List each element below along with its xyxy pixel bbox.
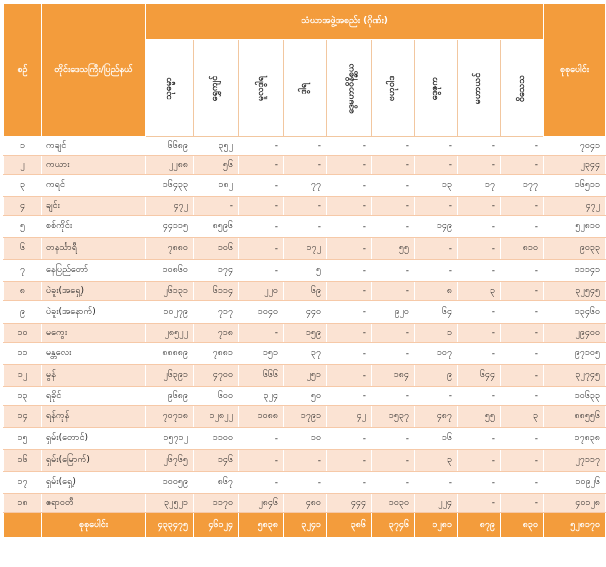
row-value: - xyxy=(372,156,415,175)
row-value: ၂၈၅၂၂ xyxy=(146,324,194,343)
row-value: ၁၈၄ xyxy=(372,365,415,387)
header-sect-label: ဝိသေသ xyxy=(516,74,527,102)
row-value: ၂၂၈၈ xyxy=(146,156,194,175)
row-no: ၁၁ xyxy=(4,343,42,365)
row-value: ၂၂၄ xyxy=(415,494,458,513)
row-value: ၆၉ xyxy=(284,282,327,301)
row-no: ၁၂ xyxy=(4,365,42,387)
row-value: - xyxy=(239,197,284,216)
row-value: ၁၀၆ xyxy=(194,238,239,260)
row-region: ရှမ်း(ရှေ့) xyxy=(42,472,146,494)
row-value: - xyxy=(239,450,284,472)
row-value: - xyxy=(458,324,501,343)
row-value: ၃၂၄ xyxy=(239,387,284,406)
row-value: - xyxy=(284,472,327,494)
row-value: - xyxy=(372,428,415,450)
table-row xyxy=(4,387,606,406)
row-value: ၃၇ xyxy=(284,343,327,365)
row-region: ကရင် xyxy=(42,175,146,197)
row-value: - xyxy=(501,494,544,513)
row-value: ၁၀ xyxy=(284,428,327,450)
totals-row xyxy=(4,513,606,538)
row-no: ၁ xyxy=(4,137,42,156)
row-value: - xyxy=(372,387,415,406)
row-total: ၉၇၁၀၅ xyxy=(544,343,606,365)
row-value: ၉၆၈၉ xyxy=(146,387,194,406)
row-value: - xyxy=(458,450,501,472)
row-value: ၁၀၃၀ xyxy=(372,494,415,513)
row-value: - xyxy=(372,450,415,472)
row-value: - xyxy=(327,156,372,175)
row-no: ၂ xyxy=(4,156,42,175)
row-no: ၁၆ xyxy=(4,450,42,472)
row-value: - xyxy=(372,137,415,156)
row-value: ၂၅၁ xyxy=(284,365,327,387)
row-value: - xyxy=(372,216,415,238)
row-value: ၁၈၂ xyxy=(194,175,239,197)
row-no: ၁၅ xyxy=(4,428,42,450)
row-value: ၁၇ xyxy=(458,175,501,197)
row-no: ၁၈ xyxy=(4,494,42,513)
row-no: ၁၇ xyxy=(4,472,42,494)
row-value: - xyxy=(239,260,284,282)
row-value: ၄၇၂ xyxy=(146,197,194,216)
row-value: ၁၇၉၁ xyxy=(284,406,327,428)
table-row xyxy=(4,324,606,343)
row-no: ၆ xyxy=(4,238,42,260)
row-value: ၁၀၄၀ xyxy=(239,301,284,324)
row-value: ၄၈၇ xyxy=(415,406,458,428)
header-sect xyxy=(327,40,372,137)
row-no: ၁၀ xyxy=(4,324,42,343)
row-value: - xyxy=(458,428,501,450)
statistics-table xyxy=(3,3,606,538)
row-region: မွန် xyxy=(42,365,146,387)
row-value: - xyxy=(239,238,284,260)
row-value: - xyxy=(327,137,372,156)
row-value: - xyxy=(327,324,372,343)
row-region: ရှမ်း(တောင်) xyxy=(42,428,146,450)
row-value: - xyxy=(458,216,501,238)
table-row xyxy=(4,450,606,472)
row-region: စစ်ကိုင်း xyxy=(42,216,146,238)
row-value: - xyxy=(372,472,415,494)
row-value: ၁၅၁ xyxy=(239,343,284,365)
row-value: - xyxy=(415,260,458,282)
row-value: ၂၂၀ xyxy=(239,282,284,301)
row-value: ၁၇၄ xyxy=(194,260,239,282)
row-value: - xyxy=(501,216,544,238)
row-value: ၄၈၀ xyxy=(284,494,327,513)
row-value: - xyxy=(239,137,284,156)
row-value: ၈၆၇ xyxy=(194,472,239,494)
table-row xyxy=(4,472,606,494)
row-value: ၇၈၈၁ xyxy=(194,343,239,365)
row-value: ၈ xyxy=(415,282,458,301)
row-value: - xyxy=(327,301,372,324)
row-value: - xyxy=(501,324,544,343)
row-value: - xyxy=(327,238,372,260)
row-value: - xyxy=(458,238,501,260)
row-value: ၁၇၂ xyxy=(284,238,327,260)
row-value: ၁၂၈၂၂ xyxy=(194,406,239,428)
row-total: ၁၃၄၆၀ xyxy=(544,301,606,324)
row-value: - xyxy=(284,216,327,238)
row-value: ၆၆၆ xyxy=(239,365,284,387)
row-value: - xyxy=(501,387,544,406)
row-value: - xyxy=(458,137,501,156)
row-value: - xyxy=(327,175,372,197)
totals-value: ၁၂၈၁ xyxy=(415,513,458,538)
row-value: - xyxy=(239,175,284,197)
row-value: - xyxy=(501,365,544,387)
row-value: ၅၀ xyxy=(284,387,327,406)
row-region: ရှမ်း(မြောက်) xyxy=(42,450,146,472)
row-value: ၃ xyxy=(501,406,544,428)
row-value: ၄၄၀ xyxy=(284,301,327,324)
row-value: - xyxy=(327,343,372,365)
row-value: - xyxy=(327,282,372,301)
row-no: ၄ xyxy=(4,197,42,216)
header-sect-label: သုဓမ္မာ xyxy=(163,76,174,100)
row-value: ၆၄၄ xyxy=(458,365,501,387)
row-value: - xyxy=(327,260,372,282)
row-region: ပဲခူး(အနောက်) xyxy=(42,301,146,324)
row-value: - xyxy=(372,324,415,343)
table-row xyxy=(4,406,606,428)
row-value: ၁၀၇ xyxy=(415,343,458,365)
totals-blank xyxy=(4,513,42,538)
row-value: - xyxy=(284,137,327,156)
row-value: ၆၀၀ xyxy=(194,387,239,406)
row-region: ချင်း xyxy=(42,197,146,216)
header-region: တိုင်းဒေသကြီး/ပြည်နယ် xyxy=(42,4,146,137)
row-value: - xyxy=(327,197,372,216)
row-region: ကချင် xyxy=(42,137,146,156)
totals-value: ၄၃၃၄၇၅ xyxy=(146,513,194,538)
row-value: ၈၅၉၆ xyxy=(194,216,239,238)
row-total: ၉၀၃၃ xyxy=(544,238,606,260)
row-no: ၈ xyxy=(4,282,42,301)
row-value: - xyxy=(372,197,415,216)
table-row xyxy=(4,238,606,260)
row-value: ၇၁၈ xyxy=(194,324,239,343)
row-value: ၃ xyxy=(458,282,501,301)
row-value: - xyxy=(501,428,544,450)
row-total: ၇၀၄၁ xyxy=(544,137,606,156)
row-total: ၁၁၁၄၁ xyxy=(544,260,606,282)
header-sect-label: ဒွေမဟာဝိနိစ္ဆယ xyxy=(346,62,357,114)
table-row xyxy=(4,137,606,156)
row-value: - xyxy=(327,365,372,387)
totals-value: ၈၇၉ xyxy=(458,513,501,538)
row-value: - xyxy=(458,387,501,406)
totals-label: စုစုပေါင်း xyxy=(42,513,146,538)
row-total: ၄၇၂ xyxy=(544,197,606,216)
row-value: - xyxy=(415,156,458,175)
row-value: ၇၁၇ xyxy=(194,301,239,324)
table-row xyxy=(4,197,606,216)
row-value: - xyxy=(501,156,544,175)
row-value: - xyxy=(415,472,458,494)
header-sect xyxy=(458,40,501,137)
row-value: ၂၆၃၉၁ xyxy=(146,365,194,387)
totals-value: ၃၈၆ xyxy=(327,513,372,538)
header-sect-label: မဟာယင် xyxy=(473,72,484,104)
row-value: ၅၆ xyxy=(194,156,239,175)
row-value: - xyxy=(501,343,544,365)
row-value: - xyxy=(415,387,458,406)
row-value: - xyxy=(501,301,544,324)
table-row xyxy=(4,156,606,175)
row-region: မကွေး xyxy=(42,324,146,343)
header-sect xyxy=(284,40,327,137)
row-value: ၁ xyxy=(415,324,458,343)
row-no: ၉ xyxy=(4,301,42,324)
totals-value: ၅၈၃၈ xyxy=(239,513,284,538)
row-value: - xyxy=(458,343,501,365)
row-value: ၁၀၀၅၉ xyxy=(146,472,194,494)
row-region: တနင်္သာရီ xyxy=(42,238,146,260)
row-value: ၇၈၈၀ xyxy=(146,238,194,260)
row-region: မန္တလေး xyxy=(42,343,146,365)
row-total: ၅၂၈၁၀ xyxy=(544,216,606,238)
row-value: ၁၄၆ xyxy=(194,450,239,472)
row-total: ၃၂၅၄၅ xyxy=(544,282,606,301)
row-value: - xyxy=(327,428,372,450)
row-value: ၂၈၄၆ xyxy=(239,494,284,513)
row-value: - xyxy=(327,216,372,238)
row-value: - xyxy=(458,197,501,216)
header-sect-group: သံဃာအဖွဲ့အစည်း (ဂိုဏ်း) xyxy=(146,4,544,40)
row-value: ၁၃ xyxy=(415,175,458,197)
row-value: ၁၁၀၀ xyxy=(194,428,239,450)
row-value: ၆၁၁၄ xyxy=(194,282,239,301)
row-value: ၁၀၈၈ xyxy=(239,406,284,428)
row-value: - xyxy=(284,197,327,216)
row-value: - xyxy=(239,428,284,450)
row-value: ၁၅၇၁၂ xyxy=(146,428,194,450)
row-value: - xyxy=(239,216,284,238)
header-no: စဉ် xyxy=(4,4,42,137)
row-value: ၅ xyxy=(284,260,327,282)
row-value: - xyxy=(458,260,501,282)
row-total: ၃၂၇၄၅ xyxy=(544,365,606,387)
row-value: - xyxy=(501,260,544,282)
row-value: ၁၁၇၀ xyxy=(194,494,239,513)
table-row xyxy=(4,301,606,324)
row-value: - xyxy=(372,282,415,301)
table-row xyxy=(4,494,606,513)
row-total: ၁၇၈၃၈ xyxy=(544,428,606,450)
row-value: - xyxy=(284,156,327,175)
row-value: - xyxy=(501,282,544,301)
row-value: - xyxy=(458,472,501,494)
row-value: ၆၆၈၉ xyxy=(146,137,194,156)
header-sect xyxy=(501,40,544,137)
totals-value: ၃၂၄၁ xyxy=(284,513,327,538)
totals-value: ၃၇၄၆ xyxy=(372,513,415,538)
row-value: ၁၆၄၃၃ xyxy=(146,175,194,197)
row-value: - xyxy=(284,450,327,472)
row-value: ၆၄ xyxy=(415,301,458,324)
row-value: ၉၂၀ xyxy=(372,301,415,324)
row-value: ၁၀၂၇၉ xyxy=(146,301,194,324)
row-value: ၇၇ xyxy=(284,175,327,197)
row-total: ၂၃၄၄ xyxy=(544,156,606,175)
row-region: ကယား xyxy=(42,156,146,175)
row-value: - xyxy=(415,197,458,216)
row-value: - xyxy=(458,156,501,175)
row-value: ၁၆ xyxy=(415,428,458,450)
header-sect-label: ဗဟုဝါဒ xyxy=(387,75,398,101)
row-region: ရခိုင် xyxy=(42,387,146,406)
header-sect xyxy=(194,40,239,137)
row-value: ၃ xyxy=(415,450,458,472)
row-value: ၅၅ xyxy=(372,238,415,260)
row-value: - xyxy=(415,238,458,260)
table-row xyxy=(4,282,606,301)
row-region: နေပြည်တော် xyxy=(42,260,146,282)
row-value: - xyxy=(372,343,415,365)
header-sect-label: ဒွေဇုက xyxy=(430,76,441,100)
row-value: ၁၅၃၇ xyxy=(372,406,415,428)
row-value: ၁၀၈၆၀ xyxy=(146,260,194,282)
row-value: ၁၄၉ xyxy=(415,216,458,238)
header-sect-label: ဒွါရ xyxy=(299,82,310,94)
row-value: ၄၂ xyxy=(327,406,372,428)
row-value: - xyxy=(239,156,284,175)
row-total: ၄၀၁၂၈ xyxy=(544,494,606,513)
row-value: ၂၆၇၆၅ xyxy=(146,450,194,472)
table-row xyxy=(4,216,606,238)
table-row xyxy=(4,365,606,387)
table-row xyxy=(4,260,606,282)
table-row xyxy=(4,343,606,365)
row-no: ၃ xyxy=(4,175,42,197)
row-value: - xyxy=(239,472,284,494)
row-region: ရန်ကုန် xyxy=(42,406,146,428)
header-sect xyxy=(146,40,194,137)
row-value: ၁၅၉ xyxy=(284,324,327,343)
row-value: - xyxy=(501,137,544,156)
row-value: ၃၅၂ xyxy=(194,137,239,156)
row-value: ၅၅ xyxy=(458,406,501,428)
row-value: ၉ xyxy=(415,365,458,387)
row-value: - xyxy=(372,260,415,282)
row-value: ၄၄၁၁၅ xyxy=(146,216,194,238)
header-sect-label: မူလဒွါရ xyxy=(255,75,266,101)
row-value: - xyxy=(239,324,284,343)
row-value: ၈၁၀ xyxy=(501,238,544,260)
row-no: ၅ xyxy=(4,216,42,238)
row-value: ၈၈၈၈၉ xyxy=(146,343,194,365)
row-value: - xyxy=(415,137,458,156)
totals-value: ၄၆၁၂၄ xyxy=(194,513,239,538)
row-value: - xyxy=(458,494,501,513)
row-value: ၄၇၀၀ xyxy=(194,365,239,387)
row-value: - xyxy=(501,450,544,472)
row-no: ၁၄ xyxy=(4,406,42,428)
row-value: ၁၇၇ xyxy=(501,175,544,197)
row-total: ၂၉၄၀၀ xyxy=(544,324,606,343)
row-value: - xyxy=(327,387,372,406)
header-sect xyxy=(415,40,458,137)
header-sect xyxy=(239,40,284,137)
row-value: - xyxy=(327,472,372,494)
row-no: ၇ xyxy=(4,260,42,282)
header-total: စုစုပေါင်း xyxy=(544,4,606,137)
row-value: - xyxy=(327,450,372,472)
header-sect-label: ရွှေကျင် xyxy=(210,75,221,101)
totals-value: ၈၃၀ xyxy=(501,513,544,538)
table-row xyxy=(4,428,606,450)
table-row xyxy=(4,175,606,197)
row-value: ၄၄၄ xyxy=(327,494,372,513)
row-value: - xyxy=(501,472,544,494)
row-total: ၁၀၆၃၃ xyxy=(544,387,606,406)
row-total: ၈၈၅၅၆ xyxy=(544,406,606,428)
row-value: - xyxy=(458,301,501,324)
row-value: ၃၂၅၂၁ xyxy=(146,494,194,513)
row-value: - xyxy=(372,175,415,197)
row-region: ဧရာဝတီ xyxy=(42,494,146,513)
header-sect xyxy=(372,40,415,137)
row-region: ပဲခူး(အရှေ့) xyxy=(42,282,146,301)
row-value: ၂၆၁၃၁ xyxy=(146,282,194,301)
grand-total: ၅၂၈၁၇၀ xyxy=(544,513,606,538)
row-total: ၂၇၁၁၇ xyxy=(544,450,606,472)
row-total: ၁၆၅၁၁ xyxy=(544,175,606,197)
row-value: - xyxy=(194,197,239,216)
row-no: ၁၃ xyxy=(4,387,42,406)
row-value: ၇၀၇၁၈ xyxy=(146,406,194,428)
row-value: - xyxy=(501,197,544,216)
row-total: ၁၀၉၂၆ xyxy=(544,472,606,494)
